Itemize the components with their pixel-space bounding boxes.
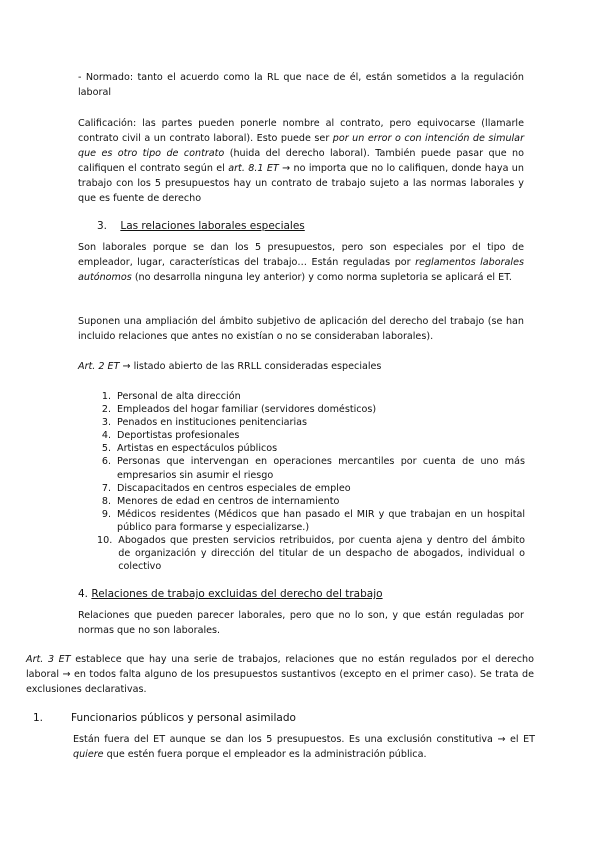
calificacion-text-2: (huida del derecho laboral). También puede pasar que no califiquen el contrato según el (78, 148, 524, 174)
special-relations-list (97, 390, 525, 573)
list-item-text: Médicos residentes (Médicos que han pasado el MIR y que trabajan en un hospital público para formarse y especializarse.) (117, 508, 525, 533)
list-item-number: 1. (101, 391, 111, 402)
section-3-heading (97, 219, 305, 234)
list-item-text: Deportistas profesionales (117, 430, 240, 442)
calificacion-text-1: Calificación: las partes pueden ponerle nombre al contrato, pero equivocarse (llamarle contrato civil a un contrato laboral). Esto puede ser (78, 118, 524, 144)
art2-text: → listado abierto de las RRLL consideradas especiales (119, 361, 382, 372)
section-3-title: Las relaciones laborales especiales (120, 220, 305, 232)
calificacion-text-3: → no importa que no lo califiquen, donde haya un trabajo con los 5 presupuestos hay un contrato de trabajo sujeto a las normas laborales y que es fuente de derecho (78, 163, 524, 204)
list-item (97, 455, 525, 481)
section-4-title: Relaciones de trabajo excluidas del derecho del trabajo (91, 588, 383, 600)
subsection-1-heading (33, 711, 296, 726)
list-item-number: 3. (101, 417, 111, 429)
list-item-number: 4. (101, 430, 111, 442)
normado-paragraph (78, 70, 524, 100)
funcionarios-text-1: Están fuera del ET aunque se dan los 5 presupuestos. Es una exclusión constitutiva → el ET (73, 734, 535, 745)
list-item-text: Personas que intervengan en operaciones mercantiles por cuenta de uno más empresarios sin asumir el riesgo (117, 456, 525, 481)
list-item (97, 534, 525, 573)
list-item-number: 5. (101, 443, 111, 455)
subsection-1-number: 1. (33, 712, 44, 724)
list-item-text: Artistas en espectáculos públicos (117, 443, 278, 455)
list-item-text: Abogados que presten servicios retribuidos, por cuenta ajena y dentro del ámbito de organización y dirección del titular de un despacho de abogados, individual o colectivo (118, 535, 525, 573)
list-item-number: 9. (101, 508, 111, 520)
art3-text: establece que hay una serie de trabajos, relaciones que no están regulados por el derecho laboral → en todos falta alguno de los presupuestos sustantivos (excepto en el primer caso). Se trata de exclusiones declarativas. (26, 654, 534, 695)
especiales-paragraph (78, 240, 524, 285)
list-item (97, 416, 525, 429)
list-item-number: 6. (101, 456, 111, 468)
list-item-number: 7. (101, 482, 111, 494)
list-item (97, 495, 525, 508)
list-item-text: Penados en instituciones penitenciarias (117, 417, 307, 429)
list-item (97, 442, 525, 455)
calificacion-italic-2: art. 8.1 ET (228, 163, 279, 174)
excluidas-text: Relaciones que pueden parecer laborales, pero que no lo son, y que están reguladas por normas que no son laborales. (78, 610, 524, 636)
art3-paragraph (26, 652, 534, 697)
list-item (97, 429, 525, 442)
subsection-1-title: Funcionarios públicos y personal asimilado (71, 712, 296, 724)
especiales-text-1: Son laborales porque se dan los 5 presupuestos, pero son especiales por el tipo de empleador, lugar, características del trabajo… Están reguladas por (78, 242, 524, 268)
ampliacion-paragraph (78, 314, 524, 344)
list-item (97, 390, 525, 403)
list-item-text: Discapacitados en centros especiales de empleo (117, 482, 351, 494)
list-item-text: Empleados del hogar familiar (servidores domésticos) (117, 404, 377, 416)
excluidas-paragraph (78, 608, 524, 638)
art3-ref: Art. 3 ET (26, 654, 71, 665)
normado-text: - Normado: tanto el acuerdo como la RL que nace de él, están sometidos a la regulación laboral (78, 72, 524, 98)
especiales-text-2: (no desarrolla ninguna ley anterior) y como norma supletoria se aplicará el ET. (131, 272, 512, 283)
especiales-italic-1: reglamentos laborales autónomos (78, 257, 524, 283)
section-4-heading (78, 587, 383, 602)
list-item-number: 10. (97, 535, 113, 547)
list-item-number: 8. (101, 495, 111, 507)
list-item-number: 2. (101, 404, 111, 416)
list-item (97, 508, 525, 534)
art2-ref: Art. 2 ET (78, 361, 120, 372)
list-item (97, 482, 525, 495)
list-item-text: Personal de alta dirección (117, 391, 241, 402)
section-4-number: 4. (78, 588, 89, 600)
calificacion-paragraph (78, 116, 524, 206)
calificacion-italic-1: por un error o con intención de simular que es otro tipo de contrato (78, 133, 525, 159)
section-3-number: 3. (97, 220, 108, 232)
list-item-text: Menores de edad en centros de internamiento (117, 495, 340, 507)
list-item (97, 403, 525, 416)
funcionarios-paragraph (73, 732, 535, 762)
art2-paragraph (78, 359, 524, 374)
funcionarios-italic: quiere (73, 749, 104, 760)
funcionarios-text-2: que estén fuera porque el empleador es la administración pública. (103, 749, 427, 760)
ampliacion-text: Suponen una ampliación del ámbito subjetivo de aplicación del derecho del trabajo (se han incluido relaciones que antes no existían o no se consideraban laborales). (78, 316, 524, 342)
